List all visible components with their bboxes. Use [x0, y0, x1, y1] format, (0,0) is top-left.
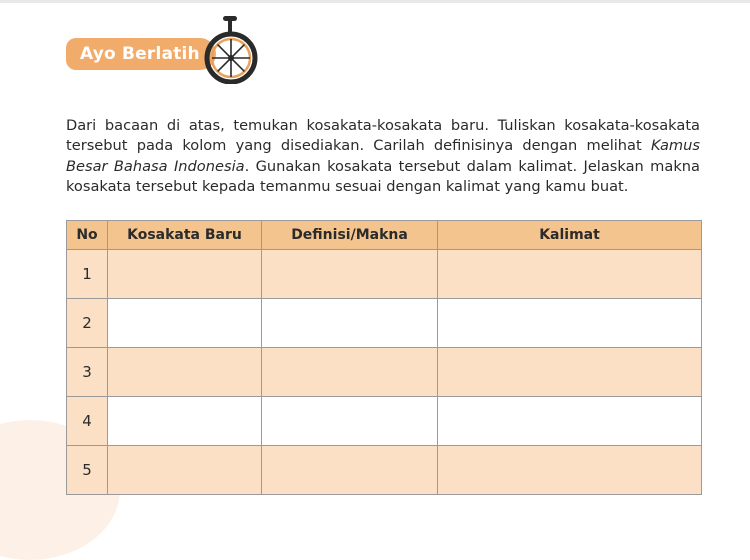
dictionary-title: Kamus Besar Bahasa Indonesia: [66, 137, 700, 175]
table-row: [67, 397, 702, 446]
kosakata-cell[interactable]: [108, 348, 262, 397]
kalimat-cell[interactable]: [438, 348, 702, 397]
top-divider: [0, 0, 750, 3]
kalimat-cell[interactable]: [438, 299, 702, 348]
header-kalimat: Kalimat: [438, 221, 702, 250]
unicycle-wheel-icon: [200, 14, 262, 84]
kosakata-cell[interactable]: [108, 397, 262, 446]
definisi-cell[interactable]: [262, 299, 438, 348]
table-row: [67, 299, 702, 348]
vocabulary-table: [66, 220, 702, 495]
kalimat-cell[interactable]: [438, 446, 702, 495]
kalimat-cell[interactable]: [438, 250, 702, 299]
instruction-text-1: Dari bacaan di atas, temukan kosakata-kosakata baru. Tuliskan kosakata-kosakata tersebut pada kolom yang disediakan. Carilah definisinya dengan melihat: [66, 116, 700, 155]
table-row: [67, 250, 702, 299]
section-badge: [66, 38, 216, 70]
kosakata-cell[interactable]: [108, 250, 262, 299]
row-number: 5: [67, 446, 108, 495]
table-row: [67, 348, 702, 397]
row-number: 1: [67, 250, 108, 299]
kosakata-cell[interactable]: [108, 446, 262, 495]
instruction-paragraph: [66, 116, 700, 198]
table-row: [67, 446, 702, 495]
definisi-cell[interactable]: [262, 397, 438, 446]
table-header-row: [67, 221, 702, 250]
row-number: 2: [67, 299, 108, 348]
kosakata-cell[interactable]: [108, 299, 262, 348]
header-kosakata-baru: Kosakata Baru: [108, 221, 262, 250]
header-no: No: [67, 221, 108, 250]
row-number: 3: [67, 348, 108, 397]
header-definisi-makna: Definisi/Makna: [262, 221, 438, 250]
definisi-cell[interactable]: [262, 446, 438, 495]
definisi-cell[interactable]: [262, 250, 438, 299]
kalimat-cell[interactable]: [438, 397, 702, 446]
instruction-text-2: . Gunakan kosakata tersebut dalam kalimat. Jelaskan makna kosakata tersebut kepada temanmu sesuai dengan kalimat yang kamu buat.: [66, 157, 700, 196]
definisi-cell[interactable]: [262, 348, 438, 397]
section-title: Ayo Berlatih: [80, 44, 200, 64]
row-number: 4: [67, 397, 108, 446]
